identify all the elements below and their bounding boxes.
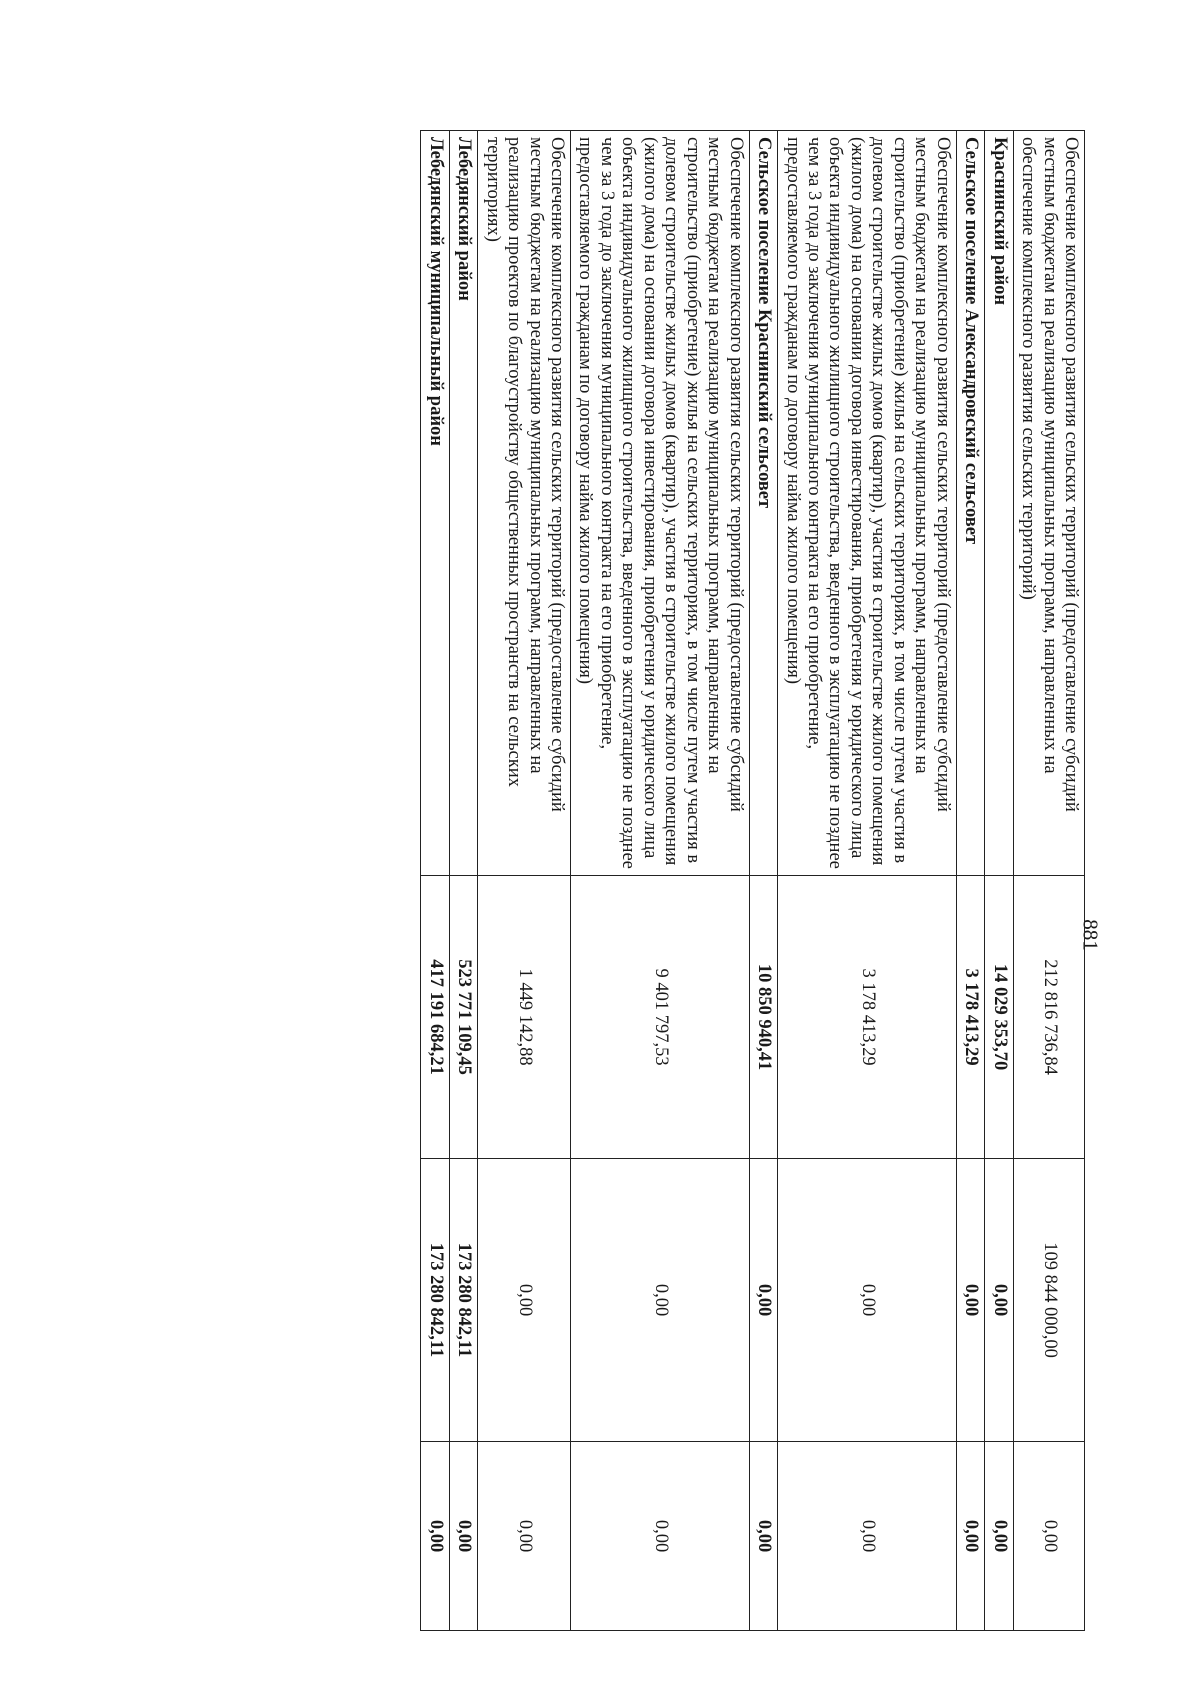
row-value-2: 173 280 842,11 <box>449 1159 477 1442</box>
row-name: Лебедянский район <box>449 131 477 876</box>
row-name: Лебедянский муниципальный район <box>421 131 449 876</box>
table-row <box>778 131 957 1631</box>
row-value-2: 173 280 842,11 <box>421 1159 449 1442</box>
row-value-2: 0,00 <box>571 1159 750 1442</box>
row-value-1: 14 029 353,70 <box>985 876 1013 1159</box>
table-row <box>421 131 449 1631</box>
row-name: Обеспечение комплексного развития сельских территорий (предоставление субсидий местным бюджетам на реализацию муниципальных программ, направленных на реализацию проектов по благоустройству общественных пространств на сельских территориях) <box>478 131 571 876</box>
budget-table <box>420 130 1085 1631</box>
row-value-2: 0,00 <box>985 1159 1013 1442</box>
table-row <box>1013 131 1084 1631</box>
row-value-3: 0,00 <box>421 1442 449 1631</box>
row-value-2: 0,00 <box>749 1159 777 1442</box>
row-value-3: 0,00 <box>749 1442 777 1631</box>
table-row <box>749 131 777 1631</box>
row-value-1: 417 191 684,21 <box>421 876 449 1159</box>
page-number: 881 <box>1078 919 1103 951</box>
table-row <box>571 131 750 1631</box>
row-name: Сельское поселение Краснинский сельсовет <box>749 131 777 876</box>
row-value-2: 0,00 <box>956 1159 984 1442</box>
row-name: Краснинский район <box>985 131 1013 876</box>
row-value-2: 0,00 <box>778 1159 957 1442</box>
row-value-3: 0,00 <box>449 1442 477 1631</box>
table-row <box>449 131 477 1631</box>
row-value-2: 109 844 000,00 <box>1013 1159 1084 1442</box>
budget-table-container <box>420 130 1085 1630</box>
row-value-3: 0,00 <box>478 1442 571 1631</box>
row-value-1: 523 771 109,45 <box>449 876 477 1159</box>
table-row <box>956 131 984 1631</box>
row-value-1: 3 178 413,29 <box>956 876 984 1159</box>
row-name: Обеспечение комплексного развития сельских территорий (предоставление субсидий местным бюджетам на реализацию муниципальных программ, направленных на обеспечение комплексного развития сельских территорий) <box>1013 131 1084 876</box>
row-value-2: 0,00 <box>478 1159 571 1442</box>
row-value-1: 3 178 413,29 <box>778 876 957 1159</box>
row-name: Сельское поселение Александровский сельсовет <box>956 131 984 876</box>
row-name: Обеспечение комплексного развития сельских территорий (предоставление субсидий местным бюджетам на реализацию муниципальных программ, направленных на строительство (приобретение) жилья на сельских территориях, в том числе путем участия в долевом строительстве жилых домов (квартир), участия в строительстве жилого помещения (жилого дома) на основании договора инвестирования, приобретения у юридического лица объекта индивидуального жилищного строительства, введенного в эксплуатацию не позднее чем за 3 года до заключения муниципального контракта на его приобретение, предоставляемого гражданам по договору найма жилого помещения) <box>778 131 957 876</box>
row-name: Обеспечение комплексного развития сельских территорий (предоставление субсидий местным бюджетам на реализацию муниципальных программ, направленных на строительство (приобретение) жилья на сельских территориях, в том числе путем участия в долевом строительстве жилых домов (квартир), участия в строительстве жилого помещения (жилого дома) на основании договора инвестирования, приобретения у юридического лица объекта индивидуального жилищного строительства, введенного в эксплуатацию не позднее чем за 3 года до заключения муниципального контракта на его приобретение, предоставляемого гражданам по договору найма жилого помещения) <box>571 131 750 876</box>
table-row <box>985 131 1013 1631</box>
row-value-1: 10 850 940,41 <box>749 876 777 1159</box>
row-value-3: 0,00 <box>571 1442 750 1631</box>
row-value-1: 1 449 142,88 <box>478 876 571 1159</box>
row-value-1: 212 816 736,84 <box>1013 876 1084 1159</box>
row-value-3: 0,00 <box>1013 1442 1084 1631</box>
row-value-3: 0,00 <box>778 1442 957 1631</box>
row-value-3: 0,00 <box>956 1442 984 1631</box>
row-value-3: 0,00 <box>985 1442 1013 1631</box>
table-row <box>478 131 571 1631</box>
row-value-1: 9 401 797,53 <box>571 876 750 1159</box>
